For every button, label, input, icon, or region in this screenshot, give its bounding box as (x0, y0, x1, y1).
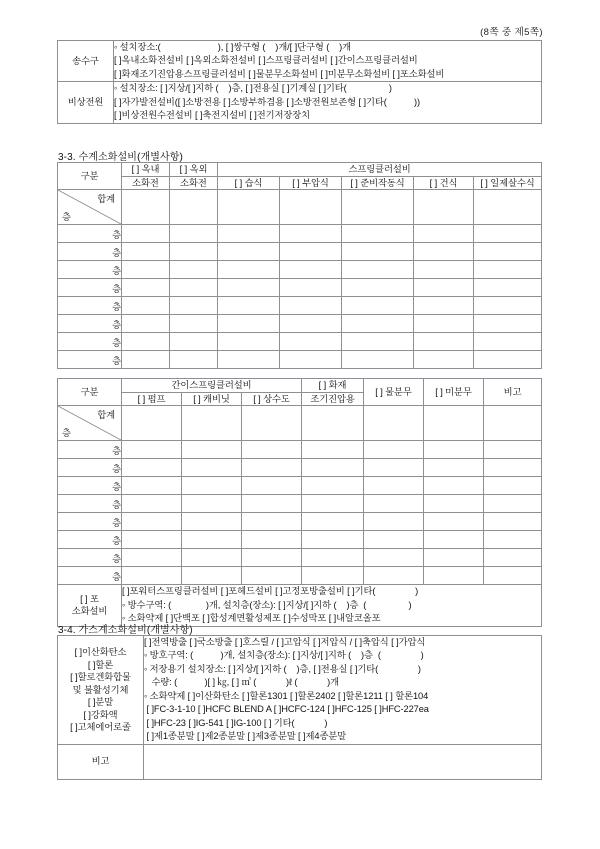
data-cell[interactable] (218, 333, 280, 351)
gas-line-7: [ ]HFC-23 [ ]IG-541 [ ]IG-100 [ ] 기타( ) (144, 717, 328, 728)
data-cell[interactable] (302, 459, 364, 477)
data-cell[interactable] (364, 495, 424, 513)
floor-label: 층 (58, 333, 122, 351)
floor-label: 층 (58, 315, 122, 333)
data-cell[interactable] (218, 261, 280, 279)
data-cell[interactable] (424, 531, 484, 549)
header-water-mist: [ ] 미분무 (424, 379, 484, 406)
data-cell[interactable] (424, 549, 484, 567)
table-row (58, 297, 542, 315)
gas-line-2: ◦ 방호구역: ( )개, 설치층(장소): [ ]지상/[ ]지하 ( )층 ( ) (144, 650, 424, 661)
data-cell[interactable] (342, 243, 414, 261)
header-simple-sprinkler-group: 간이스프링클러설비 (122, 379, 302, 393)
floor-label: 층 (58, 441, 122, 459)
gas-agent-label-group (58, 636, 144, 745)
diagonal-total-floor-cell (58, 190, 122, 225)
gas-line-8: [ ]제1종분말 [ ]제2종분말 [ ]제3종분말 [ ]제4종분말 (144, 731, 347, 742)
data-cell[interactable] (122, 495, 182, 513)
gas-label-halon: [ ]할론 (87, 659, 114, 670)
page-number-mark: (8쪽 중 제5쪽) (480, 27, 543, 38)
remarks-input-cell[interactable] (144, 744, 542, 779)
floor-label: 층 (58, 279, 122, 297)
floor-label: 층 (58, 351, 122, 369)
data-cell[interactable] (364, 477, 424, 495)
data-cell[interactable] (218, 243, 280, 261)
data-cell[interactable] (182, 459, 242, 477)
row-label-songsugu: 송수구 (58, 41, 114, 82)
table-row (58, 459, 542, 477)
foam-system-content (122, 585, 542, 626)
data-cell[interactable] (342, 351, 414, 369)
data-cell[interactable] (242, 567, 302, 585)
data-cell[interactable] (242, 459, 302, 477)
data-cell[interactable] (280, 243, 342, 261)
header-remarks: 비고 (484, 379, 542, 406)
header-sprinkler-preaction: [ ] 준비작동식 (342, 176, 414, 190)
header-indoor-hydrant-top: [ ] 옥내 (122, 163, 170, 177)
table-row (58, 41, 542, 82)
total-cell[interactable] (474, 190, 542, 225)
gas-label-powder: [ ]분말 (87, 697, 114, 708)
table-row (58, 225, 542, 243)
data-cell[interactable] (280, 333, 342, 351)
data-cell[interactable] (122, 549, 182, 567)
floor-label: 층 (58, 513, 122, 531)
data-cell[interactable] (182, 513, 242, 531)
data-cell[interactable] (182, 441, 242, 459)
data-cell[interactable] (122, 459, 182, 477)
data-cell[interactable] (424, 495, 484, 513)
songsugu-content (114, 41, 542, 82)
total-label: 합계 (97, 410, 115, 421)
data-cell[interactable] (182, 567, 242, 585)
diagonal-total-floor-cell (58, 406, 122, 441)
data-cell[interactable] (424, 459, 484, 477)
header-gubun: 구분 (58, 379, 122, 406)
table-row-remarks (58, 744, 542, 779)
total-label: 합계 (97, 194, 115, 205)
data-cell[interactable] (122, 315, 170, 333)
data-cell[interactable] (364, 513, 424, 531)
floor-label: 층 (58, 225, 122, 243)
table-row (58, 531, 542, 549)
table-row (58, 495, 542, 513)
water-system-table-a (57, 162, 542, 369)
table-header-row (58, 163, 542, 177)
data-cell[interactable] (122, 477, 182, 495)
row-label-foam-system (58, 585, 122, 626)
data-cell[interactable] (170, 333, 218, 351)
data-cell[interactable] (122, 531, 182, 549)
data-cell[interactable] (474, 225, 542, 243)
data-cell[interactable] (484, 567, 542, 585)
row-label-emergency-power: 비상전원 (58, 82, 114, 123)
data-cell[interactable] (342, 297, 414, 315)
data-cell[interactable] (280, 261, 342, 279)
data-cell[interactable] (474, 333, 542, 351)
gas-line-4: 수량: ( )[ ] ㎏, [ ] ㎥ ( )ℓ ( )개 (144, 677, 340, 688)
data-cell[interactable] (218, 315, 280, 333)
total-cell[interactable] (484, 406, 542, 441)
data-cell[interactable] (242, 513, 302, 531)
header-sprinkler-vacuum: [ ] 부압식 (280, 176, 342, 190)
data-cell[interactable] (414, 333, 474, 351)
data-cell[interactable] (302, 567, 364, 585)
floor-label: 층 (58, 261, 122, 279)
data-cell[interactable] (122, 567, 182, 585)
data-cell[interactable] (424, 513, 484, 531)
data-cell[interactable] (474, 279, 542, 297)
data-cell[interactable] (342, 261, 414, 279)
total-cell[interactable] (218, 190, 280, 225)
data-cell[interactable] (302, 477, 364, 495)
total-cell[interactable] (414, 190, 474, 225)
top-table-wrapper (57, 40, 542, 124)
total-cell[interactable] (122, 406, 182, 441)
data-cell[interactable] (170, 243, 218, 261)
floor-label: 층 (58, 495, 122, 513)
emergency-power-line-1: ◦ 설치장소: [ ]지상/[ ]지하 ( )층, [ ]전용실 [ ]기계실 [ ]기타( ) (114, 83, 392, 94)
gas-line-6: [ ]FC-3-1-10 [ ]HCFC BLEND A [ ]HCFC-124 [ ]HFC-125 [ ]HFC-227ea (144, 704, 429, 715)
foam-line-3: ◦ 소화약제 [ ]단백포 [ ]합성계면활성제포 [ ]수성막포 [ ]내알코올포 (122, 613, 381, 624)
table-row (58, 441, 542, 459)
data-cell[interactable] (182, 477, 242, 495)
data-cell[interactable] (364, 531, 424, 549)
gas-label-co2: [ ]이산화탄소 (74, 646, 127, 657)
header-outdoor-hydrant-top: [ ] 옥외 (170, 163, 218, 177)
gas-label-halocarbon: [ ]할로겐화합물 (70, 672, 131, 683)
table-row (58, 351, 542, 369)
data-cell[interactable] (122, 261, 170, 279)
total-cell[interactable] (122, 190, 170, 225)
total-cell[interactable] (182, 406, 242, 441)
data-cell[interactable] (170, 279, 218, 297)
table-row (58, 513, 542, 531)
floor-label: 층 (58, 531, 122, 549)
data-cell[interactable] (280, 315, 342, 333)
total-cell[interactable] (280, 190, 342, 225)
data-cell[interactable] (424, 477, 484, 495)
gas-line-1: [ ]전역방출 [ ]국소방출 [ ]호스릴 / [ ]고압식 [ ]저압식 / [ ]축압식 [ ]가압식 (144, 637, 426, 647)
header-esfr-top: [ ] 화재 (302, 379, 364, 393)
data-cell[interactable] (364, 441, 424, 459)
data-cell[interactable] (242, 441, 302, 459)
foam-label-line-1: [ ] 포 (80, 593, 99, 604)
data-cell[interactable] (474, 351, 542, 369)
data-cell[interactable] (474, 243, 542, 261)
data-cell[interactable] (342, 333, 414, 351)
data-cell[interactable] (474, 315, 542, 333)
header-simple-pump: [ ] 펌프 (122, 392, 182, 406)
table-row (58, 477, 542, 495)
data-cell[interactable] (364, 549, 424, 567)
data-cell[interactable] (170, 315, 218, 333)
emergency-power-line-2: [ ]자가발전설비([ ]소방전용 [ ]소방부하겸용 [ ]소방전원보존형 [ ]기타( )) (114, 96, 421, 107)
table-row (58, 82, 542, 123)
total-cell[interactable] (342, 190, 414, 225)
songsugu-line-3: [ ]화재조기진압용스프링클러설비 [ ]물분무소화설비 [ ]미분무소화설비 [ ]포소화설비 (114, 68, 445, 79)
floor-label: 층 (62, 428, 71, 439)
floor-label: 층 (58, 297, 122, 315)
data-cell[interactable] (484, 477, 542, 495)
data-cell[interactable] (414, 315, 474, 333)
data-cell[interactable] (414, 297, 474, 315)
header-sprinkler-group: 스프링클러설비 (218, 163, 542, 177)
table-row-total (58, 190, 542, 225)
header-simple-cabinet: [ ] 캐비닛 (182, 392, 242, 406)
table-row (58, 567, 542, 585)
data-cell[interactable] (182, 495, 242, 513)
data-cell[interactable] (302, 495, 364, 513)
table-header-row (58, 176, 542, 190)
table-header-row (58, 379, 542, 393)
floor-label: 층 (62, 212, 71, 223)
header-sprinkler-dry: [ ] 건식 (414, 176, 474, 190)
data-cell[interactable] (414, 279, 474, 297)
data-cell[interactable] (182, 549, 242, 567)
data-cell[interactable] (302, 531, 364, 549)
header-outdoor-hydrant-bottom: 소화전 (170, 176, 218, 190)
data-cell[interactable] (182, 531, 242, 549)
data-cell[interactable] (122, 279, 170, 297)
row-label-remarks: 비고 (58, 744, 144, 779)
header-indoor-hydrant-bottom: 소화전 (122, 176, 170, 190)
floor-label: 층 (58, 549, 122, 567)
data-cell[interactable] (484, 459, 542, 477)
foam-label-line-2: 소화설비 (71, 606, 108, 617)
floor-label: 층 (58, 243, 122, 261)
data-cell[interactable] (342, 315, 414, 333)
section-title-3-3: 3-3. 수계소화설비(개별사항) (58, 152, 183, 163)
data-cell[interactable] (414, 225, 474, 243)
data-cell[interactable] (122, 441, 182, 459)
table-row-foam (58, 585, 542, 626)
table-row (58, 261, 542, 279)
data-cell[interactable] (242, 531, 302, 549)
header-esfr-bottom: 조기진압용 (302, 392, 364, 406)
data-cell[interactable] (484, 513, 542, 531)
gas-system-table (57, 635, 542, 780)
data-cell[interactable] (122, 333, 170, 351)
data-cell[interactable] (414, 243, 474, 261)
data-cell[interactable] (218, 297, 280, 315)
table-row (58, 243, 542, 261)
data-cell[interactable] (484, 441, 542, 459)
table-row (58, 636, 542, 745)
gas-line-5: ◦ 소화약제 [ ]이산화탄소 [ ]할론1301 [ ]할론2402 [ ]할론1211 [ ] 할론104 (144, 690, 429, 701)
total-cell[interactable] (242, 406, 302, 441)
data-cell[interactable] (424, 441, 484, 459)
header-sprinkler-deluge: [ ] 일제살수식 (474, 176, 542, 190)
songsugu-line-1: ◦ 설치장소:( ), [ ]쌍구형 ( )개/[ ]단구형 ( )개 (114, 42, 351, 52)
data-cell[interactable] (414, 261, 474, 279)
emergency-power-line-3: [ ]비상전원수전설비 [ ]축전지설비 [ ]전기저장장치 (114, 110, 311, 121)
data-cell[interactable] (242, 495, 302, 513)
gas-system-content (144, 636, 542, 745)
water-system-table-b-wrapper (57, 378, 542, 627)
table-row (58, 333, 542, 351)
section-title-3-4: 3-4. 가스계소화설비(개별사항) (58, 625, 193, 636)
table-row-total (58, 406, 542, 441)
data-cell[interactable] (280, 297, 342, 315)
data-cell[interactable] (122, 513, 182, 531)
data-cell[interactable] (342, 279, 414, 297)
data-cell[interactable] (484, 531, 542, 549)
total-cell[interactable] (302, 406, 364, 441)
data-cell[interactable] (218, 225, 280, 243)
floor-label: 층 (58, 459, 122, 477)
table-row (58, 315, 542, 333)
data-cell[interactable] (302, 513, 364, 531)
gas-label-inert-gas: 및 불활성기체 (72, 684, 129, 695)
top-table (57, 40, 542, 124)
header-simple-waterworks: [ ] 상수도 (242, 392, 302, 406)
total-cell[interactable] (170, 190, 218, 225)
total-cell[interactable] (424, 406, 484, 441)
data-cell[interactable] (170, 225, 218, 243)
data-cell[interactable] (280, 225, 342, 243)
data-cell[interactable] (280, 351, 342, 369)
data-cell[interactable] (170, 351, 218, 369)
header-sprinkler-wet: [ ] 습식 (218, 176, 280, 190)
songsugu-line-2: [ ]옥내소화전설비 [ ]옥외소화전설비 [ ]스프링클러설비 [ ]간이스프링클러설비 (114, 55, 418, 66)
data-cell[interactable] (170, 297, 218, 315)
emergency-power-content (114, 82, 542, 123)
data-cell[interactable] (414, 351, 474, 369)
total-cell[interactable] (364, 406, 424, 441)
header-gubun: 구분 (58, 163, 122, 190)
data-cell[interactable] (122, 297, 170, 315)
data-cell[interactable] (218, 351, 280, 369)
foam-line-2: ◦ 방수구역: ( )개, 설치층(장소): [ ]지상/[ ]지하 ( )층 ( ) (122, 599, 412, 610)
data-cell[interactable] (342, 225, 414, 243)
gas-label-aerosol: [ ]고체에어로졸 (70, 722, 131, 733)
data-cell[interactable] (364, 459, 424, 477)
table-row (58, 279, 542, 297)
data-cell[interactable] (302, 549, 364, 567)
data-cell[interactable] (122, 225, 170, 243)
data-cell[interactable] (302, 441, 364, 459)
floor-label: 층 (58, 477, 122, 495)
gas-label-wet-chemical: [ ]강화액 (83, 709, 118, 720)
data-cell[interactable] (242, 477, 302, 495)
data-cell[interactable] (122, 243, 170, 261)
water-system-table-a-wrapper (57, 162, 542, 369)
gas-line-3: ◦ 저장용기 설치장소: [ ]지상/[ ]지하 ( )층, [ ]전용실 [ ]기타( ) (144, 663, 421, 674)
data-cell[interactable] (424, 567, 484, 585)
data-cell[interactable] (242, 549, 302, 567)
data-cell[interactable] (474, 261, 542, 279)
data-cell[interactable] (170, 261, 218, 279)
data-cell[interactable] (484, 495, 542, 513)
data-cell[interactable] (484, 549, 542, 567)
data-cell[interactable] (218, 279, 280, 297)
data-cell[interactable] (122, 351, 170, 369)
data-cell[interactable] (474, 297, 542, 315)
floor-label: 층 (58, 567, 122, 585)
foam-line-1: [ ]포워터스프링클러설비 [ ]포헤드설비 [ ]고정포방출설비 [ ]기타( ) (122, 586, 419, 597)
table-row (58, 549, 542, 567)
data-cell[interactable] (364, 567, 424, 585)
header-water-spray: [ ] 물분무 (364, 379, 424, 406)
gas-system-table-wrapper (57, 635, 542, 780)
data-cell[interactable] (280, 279, 342, 297)
water-system-table-b (57, 378, 542, 627)
